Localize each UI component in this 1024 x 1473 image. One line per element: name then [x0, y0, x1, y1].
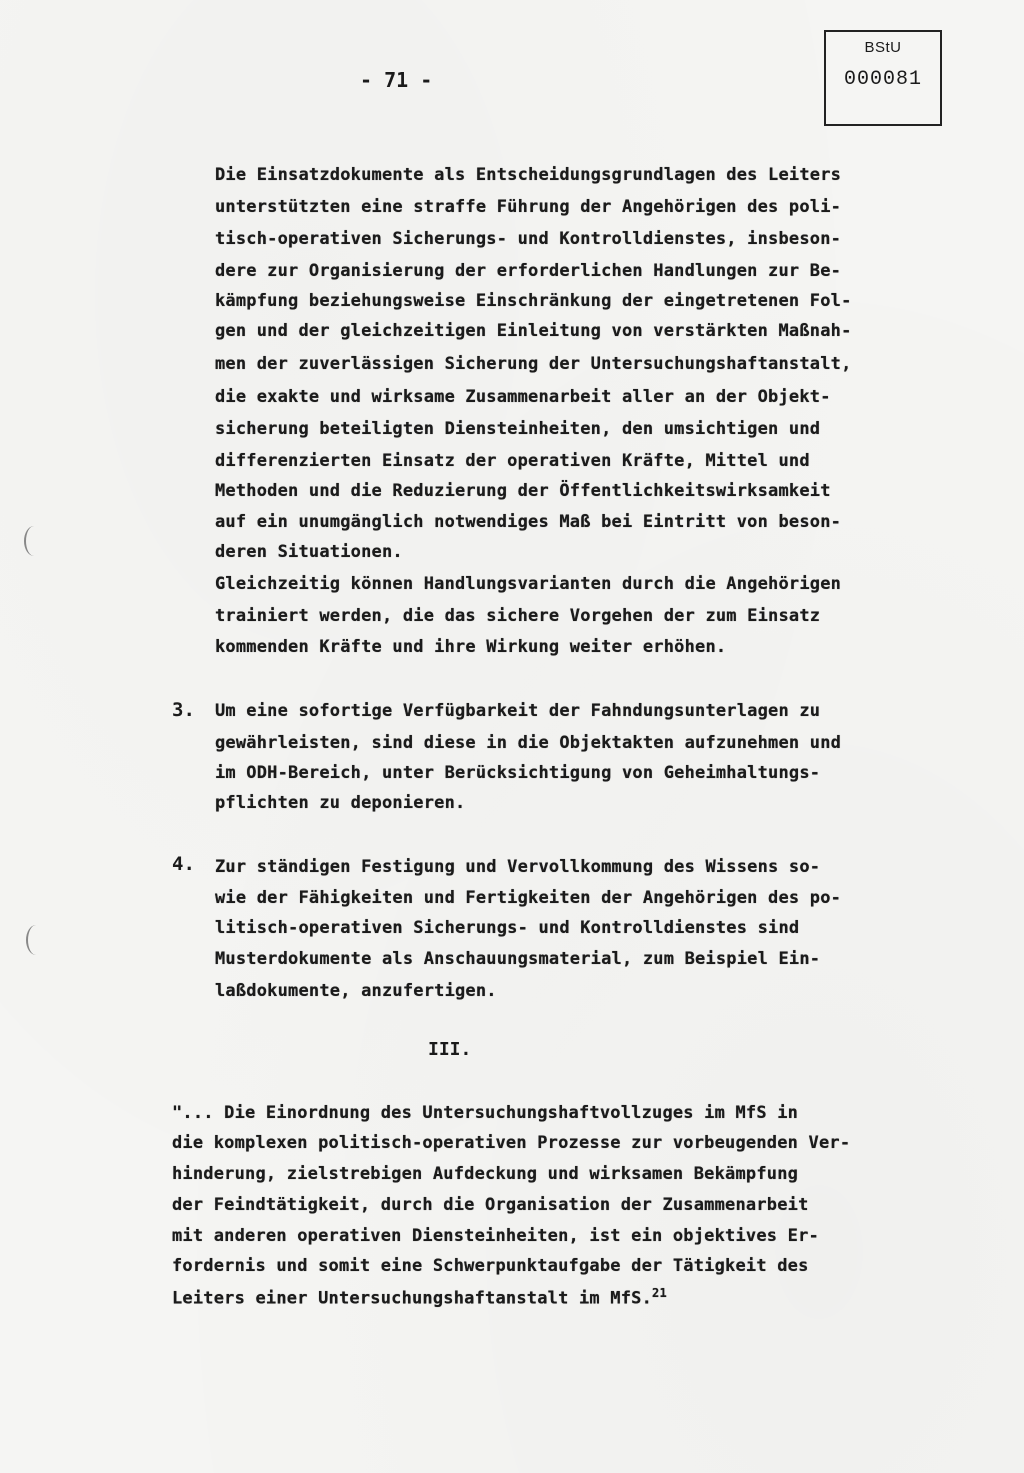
quote-last-line: Leiters einer Untersuchungshaftanstalt im MfS. [172, 1288, 653, 1309]
text-line: differenzierten Einsatz der operativen Kräfte, Mittel und [215, 451, 810, 471]
list-number: 4. [172, 853, 195, 875]
text-line: deren Situationen. [215, 542, 403, 562]
text-line: dere zur Organisierung der erforderlichen Handlungen zur Be- [215, 261, 842, 281]
text-line: men der zuverlässigen Sicherung der Untersuchungshaftanstalt, [215, 354, 852, 374]
text-line: gen und der gleichzeitigen Einleitung von verstärkten Maßnah- [215, 321, 852, 341]
text-line: laßdokumente, anzufertigen. [215, 981, 497, 1001]
text-line: die exakte und wirksame Zusammenarbeit aller an der Objekt- [215, 387, 831, 407]
section-heading: III. [428, 1039, 472, 1060]
text-line: im ODH-Bereich, unter Berücksichtigung von Geheimhaltungs- [215, 763, 821, 783]
text-line: Musterdokumente als Anschauungsmaterial, zum Beispiel Ein- [215, 949, 821, 969]
text-line: gewährleisten, sind diese in die Objektakten aufzunehmen und [215, 733, 842, 753]
text-line: sicherung beteiligten Diensteinheiten, den umsichtigen und [215, 419, 821, 439]
text-line: trainiert werden, die das sichere Vorgehen der zum Einsatz [215, 606, 821, 626]
text-line: Die Einsatzdokumente als Entscheidungsgrundlagen des Leiters [215, 165, 842, 185]
text-line [172, 1286, 667, 1309]
text-line: kommenden Kräfte und ihre Wirkung weiter erhöhen. [215, 637, 727, 657]
text-line: Gleichzeitig können Handlungsvarianten durch die Angehörigen [215, 574, 842, 594]
text-line: unterstützten eine straffe Führung der Angehörigen des poli- [215, 197, 842, 217]
text-line: litisch-operativen Sicherungs- und Kontrolldienstes sind [215, 918, 800, 938]
punch-hole-mark [26, 925, 46, 955]
text-line: der Feindtätigkeit, durch die Organisation der Zusammenarbeit [172, 1195, 809, 1215]
text-line: Zur ständigen Festigung und Vervollkommung des Wissens so- [215, 857, 821, 877]
text-line: fordernis und somit eine Schwerpunktaufgabe der Tätigkeit des [172, 1256, 809, 1276]
footnote-reference: 21 [652, 1286, 667, 1300]
punch-hole-mark [24, 526, 44, 556]
stamp-archive-label: BStU [864, 39, 902, 56]
text-line: Um eine sofortige Verfügbarkeit der Fahndungsunterlagen zu [215, 701, 821, 721]
stamp-page-number: 000081 [843, 68, 922, 91]
text-line: die komplexen politisch-operativen Prozesse zur vorbeugenden Ver- [172, 1133, 851, 1153]
text-line: kämpfung beziehungsweise Einschränkung der eingetretenen Fol- [215, 291, 852, 311]
archive-stamp [824, 30, 942, 126]
text-line: Methoden und die Reduzierung der Öffentlichkeitswirksamkeit [215, 481, 831, 501]
text-line: mit anderen operativen Diensteinheiten, ist ein objektives Er- [172, 1226, 819, 1246]
text-line: hinderung, zielstrebigen Aufdeckung und wirksamen Bekämpfung [172, 1164, 799, 1184]
text-line: pflichten zu deponieren. [215, 793, 466, 813]
text-line: wie der Fähigkeiten und Fertigkeiten der Angehörigen des po- [215, 888, 842, 908]
text-line: tisch-operativen Sicherungs- und Kontrolldienstes, insbeson- [215, 229, 842, 249]
text-line: "... Die Einordnung des Untersuchungshaftvollzuges im MfS in [172, 1103, 799, 1123]
list-number: 3. [172, 699, 195, 721]
text-line: auf ein unumgänglich notwendiges Maß bei Eintritt von beson- [215, 512, 842, 532]
page-number: - 71 - [360, 68, 433, 92]
